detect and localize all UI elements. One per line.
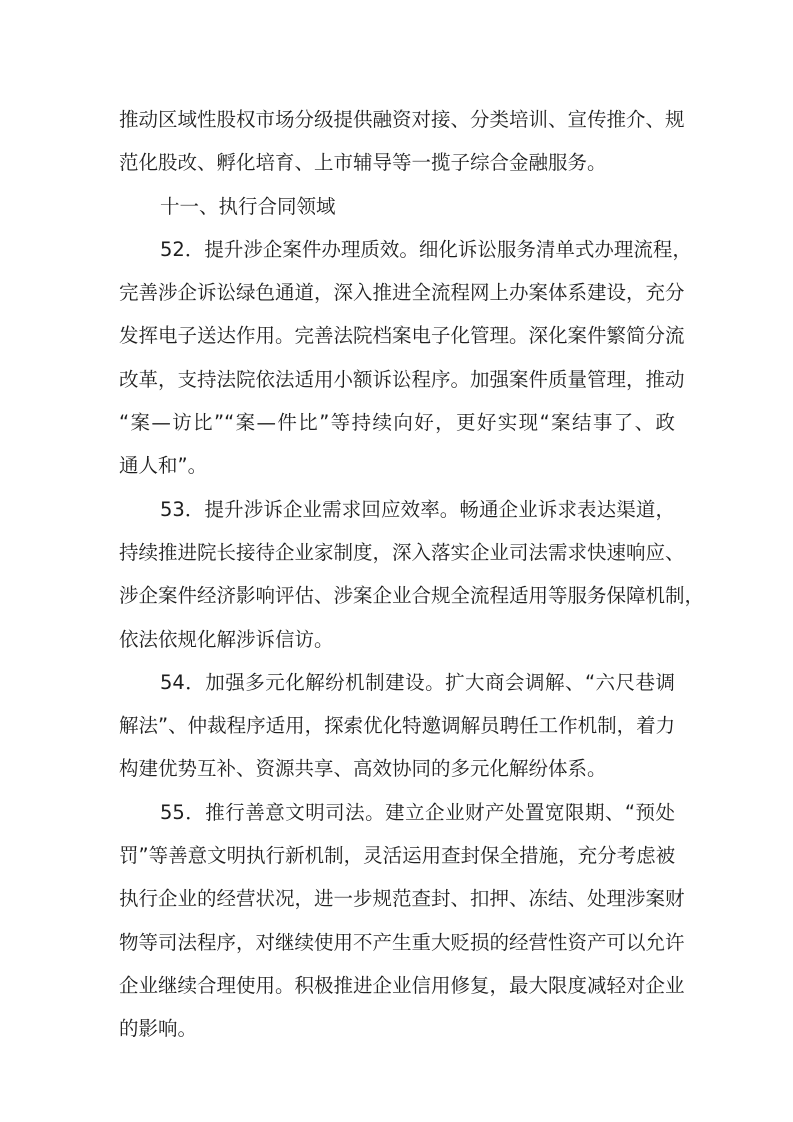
text-line: 完善涉企诉讼绿色通道，深入推进全流程网上办案体系建设，充分 <box>119 281 685 305</box>
paragraph-53-first-line: 53．提升涉诉企业需求回应效率。畅通企业诉求表达渠道， <box>160 497 675 521</box>
text-line: 涉企案件经济影响评估、涉案企业合规全流程适用等服务保障机制， <box>119 584 705 608</box>
text-line: 改革，支持法院依法适用小额诉讼程序。加强案件质量管理，推动 <box>119 367 685 391</box>
text-line: “案—访比”“案—件比”等持续向好，更好实现“案结事了、政 <box>119 411 675 435</box>
paragraph-55-first-line: 55．推行善意文明司法。建立企业财产处置宽限期、“预处 <box>160 800 675 824</box>
text-line: 通人和”。 <box>119 454 208 478</box>
text-line: 范化股改、孵化培育、上市辅导等一揽子综合金融服务。 <box>119 151 607 175</box>
text-line: 企业继续合理使用。积极推进企业信用修复，最大限度减轻对企业 <box>119 973 685 997</box>
text-line: 物等司法程序，对继续使用不产生重大贬损的经营性资产可以允许 <box>119 930 685 954</box>
text-line: 罚”等善意文明执行新机制，灵活运用查封保全措施，充分考虑被 <box>119 844 676 868</box>
section-heading: 十一、执行合同领域 <box>160 194 336 218</box>
text-line: 构建优势互补、资源共享、高效协同的多元化解纷体系。 <box>119 757 607 781</box>
text-line: 依法依规化解涉诉信访。 <box>119 627 334 651</box>
paragraph-54-first-line: 54．加强多元化解纷机制建设。扩大商会调解、“六尺巷调 <box>160 670 675 694</box>
document-body <box>119 98 705 1051</box>
text-line: 执行企业的经营状况，进一步规范查封、扣押、冻结、处理涉案财 <box>119 887 685 911</box>
paragraph-52-first-line: 52．提升涉企案件办理质效。细化诉讼服务清单式办理流程， <box>160 237 692 261</box>
text-line: 的影响。 <box>119 1017 198 1041</box>
text-line: 持续推进院长接待企业家制度，深入落实企业司法需求快速响应、 <box>119 540 685 564</box>
text-line: 推动区域性股权市场分级提供融资对接、分类培训、宣传推介、规 <box>119 108 685 131</box>
text-line: 发挥电子送达作用。完善法院档案电子化管理。深化案件繁简分流 <box>119 324 685 348</box>
text-line: 解法”、仲裁程序适用，探索优化特邀调解员聘任工作机制，着力 <box>119 714 676 738</box>
